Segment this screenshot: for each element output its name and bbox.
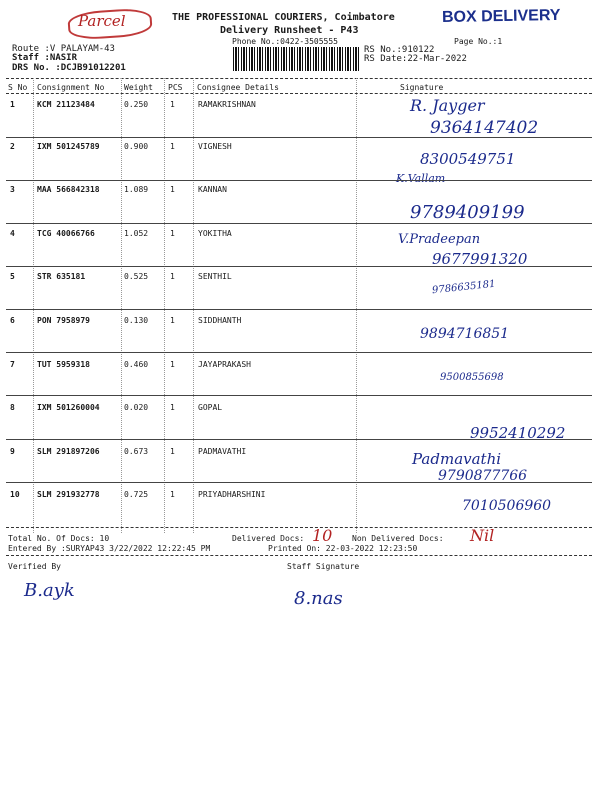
row-pcs: 1 xyxy=(170,360,175,369)
row-sno: 3 xyxy=(10,185,15,194)
col-divider xyxy=(164,78,165,533)
row-divider xyxy=(6,180,592,181)
row-signature-phone: 9364147402 xyxy=(430,118,539,138)
row-divider xyxy=(6,395,592,396)
non-delivered-docs-label: Non Delivered Docs: xyxy=(352,534,444,543)
delivered-docs-label: Delivered Docs: xyxy=(232,534,305,543)
drs-number: DRS No. :DCJB91012201 xyxy=(12,63,126,73)
footer-rule xyxy=(6,555,592,556)
phone-number: Phone No.:0422-3505555 xyxy=(232,37,338,46)
row-consignee: PRIYADHARSHINI xyxy=(198,490,266,499)
row-divider xyxy=(6,309,592,310)
col-divider xyxy=(356,78,357,533)
row-consignee: VIGNESH xyxy=(198,142,232,151)
row-pcs: 1 xyxy=(170,447,175,456)
header-top-rule xyxy=(6,78,592,79)
row-divider xyxy=(6,266,592,267)
col-signature: Signature xyxy=(400,83,444,92)
col-weight: Weight xyxy=(124,83,153,92)
rs-date: RS Date:22-Mar-2022 xyxy=(364,54,467,64)
col-sno: S No xyxy=(8,83,28,92)
row-divider xyxy=(6,137,592,138)
row-pcs: 1 xyxy=(170,490,175,499)
row-consignment: SLM 291932778 xyxy=(37,490,100,499)
row-weight: 1.052 xyxy=(124,229,149,238)
row-signature: V.Pradeepan xyxy=(398,232,481,247)
row-pcs: 1 xyxy=(170,185,175,194)
delivered-docs-value: 10 xyxy=(312,526,333,545)
col-consignee: Consignee Details xyxy=(197,83,279,92)
row-pcs: 1 xyxy=(170,403,175,412)
row-signature: 9786635181 xyxy=(431,278,497,297)
row-pcs: 1 xyxy=(170,100,175,109)
row-weight: 0.020 xyxy=(124,403,149,412)
row-sno: 7 xyxy=(10,360,15,369)
row-divider xyxy=(6,352,592,353)
row-consignment: TUT 5959318 xyxy=(37,360,90,369)
row-consignment: TCG 40066766 xyxy=(37,229,95,238)
row-pcs: 1 xyxy=(170,142,175,151)
col-divider xyxy=(193,78,194,533)
row-weight: 0.525 xyxy=(124,272,149,281)
row-sno: 4 xyxy=(10,229,15,238)
row-sno: 10 xyxy=(10,490,20,499)
row-consignment: SLM 291897206 xyxy=(37,447,100,456)
row-weight: 1.089 xyxy=(124,185,149,194)
row-consignment: IXM 501245789 xyxy=(37,142,100,151)
row-weight: 0.460 xyxy=(124,360,149,369)
row-signature: 7010506960 xyxy=(462,498,552,514)
row-consignee: RAMAKRISHNAN xyxy=(198,100,256,109)
row-weight: 0.673 xyxy=(124,447,149,456)
row-sno: 2 xyxy=(10,142,15,151)
row-weight: 0.900 xyxy=(124,142,149,151)
col-pcs: PCS xyxy=(168,83,183,92)
row-pcs: 1 xyxy=(170,229,175,238)
col-divider xyxy=(121,78,122,533)
row-signature: 8300549751 xyxy=(420,150,516,168)
row-weight: 0.130 xyxy=(124,316,149,325)
non-delivered-docs-value: Nil xyxy=(470,526,495,545)
entered-by: Entered By :SURYAP43 3/22/2022 12:22:45 PM xyxy=(8,544,211,553)
header-bottom-rule xyxy=(6,93,592,94)
row-divider xyxy=(6,482,592,483)
staff: Staff :NASIR xyxy=(12,53,78,63)
route: Route :V PALAYAM-43 xyxy=(12,44,115,54)
barcode xyxy=(233,47,359,71)
box-delivery-stamp: BOX DELIVERY xyxy=(441,6,561,27)
printed-on: Printed On: 22-03-2022 12:23:50 xyxy=(268,544,418,553)
row-consignment: MAA 566842318 xyxy=(37,185,100,194)
row-pcs: 1 xyxy=(170,316,175,325)
row-sno: 9 xyxy=(10,447,15,456)
row-weight: 0.725 xyxy=(124,490,149,499)
row-signature: Padmavathi xyxy=(412,450,502,468)
row-sno: 5 xyxy=(10,272,15,281)
row-signature-phone: 9790877766 xyxy=(438,468,528,484)
row-consignee: JAYAPRAKASH xyxy=(198,360,251,369)
row-consignee: YOKITHA xyxy=(198,229,232,238)
row-consignee: SIDDHANTH xyxy=(198,316,242,325)
row-consignee: KANNAN xyxy=(198,185,227,194)
row-sno: 1 xyxy=(10,100,15,109)
row-signature: R. Jayger xyxy=(410,96,485,115)
row-signature: 9952410292 xyxy=(470,424,566,442)
row-signature: 9894716851 xyxy=(420,326,510,342)
col-divider xyxy=(33,78,34,533)
col-consignment: Consignment No xyxy=(37,83,105,92)
total-docs: Total No. Of Docs: 10 xyxy=(8,534,110,543)
staff-signature-label: Staff Signature xyxy=(287,562,360,571)
row-divider xyxy=(6,223,592,224)
verified-by-signature: B.ayk xyxy=(24,580,75,601)
row-divider xyxy=(6,439,592,440)
row-consignment: IXM 501260004 xyxy=(37,403,100,412)
row-sno: 8 xyxy=(10,403,15,412)
row-signature: 9789409199 xyxy=(410,202,525,223)
table-bottom-rule xyxy=(6,527,592,528)
row-consignee: PADMAVATHI xyxy=(198,447,247,456)
row-consignment: PON 7958979 xyxy=(37,316,90,325)
parcel-stamp: Parcel xyxy=(78,12,126,30)
company-name: THE PROFESSIONAL COURIERS, Coimbatore xyxy=(172,12,395,23)
row-sno: 6 xyxy=(10,316,15,325)
row-consignment: KCM 21123484 xyxy=(37,100,95,109)
row-weight: 0.250 xyxy=(124,100,149,109)
runsheet-title: Delivery Runsheet - P43 xyxy=(220,25,359,36)
row-pcs: 1 xyxy=(170,272,175,281)
row-signature: 9500855698 xyxy=(440,372,504,383)
row-consignee: GOPAL xyxy=(198,403,223,412)
row-consignee: SENTHIL xyxy=(198,272,232,281)
verified-by-label: Verified By xyxy=(8,562,61,571)
row-signature-phone: 9677991320 xyxy=(432,250,528,268)
page-number: Page No.:1 xyxy=(454,37,503,46)
row-consignment: STR 635181 xyxy=(37,272,86,281)
staff-signature: 8.nas xyxy=(294,588,343,609)
row-signature-name: K.Vallam xyxy=(396,172,446,185)
rs-number: RS No.:910122 xyxy=(364,45,435,55)
